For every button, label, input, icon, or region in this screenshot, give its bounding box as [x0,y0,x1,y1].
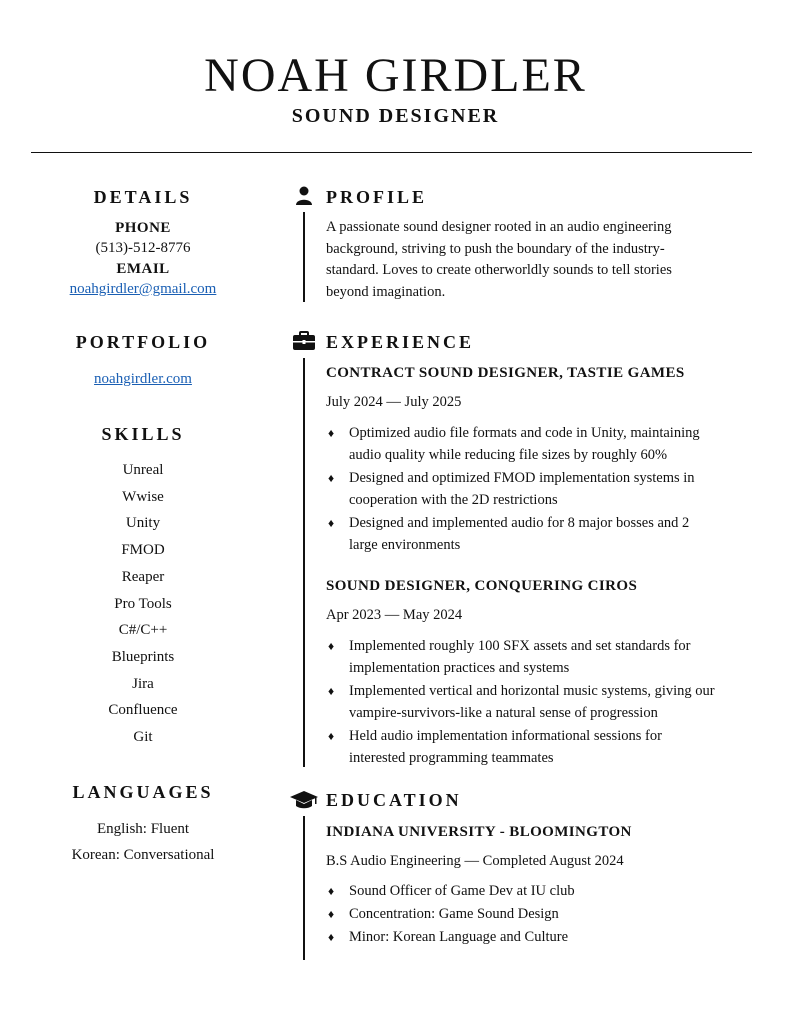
briefcase-icon [289,330,319,352]
bullet-line: Concentration: Game Sound Design [349,906,559,922]
skill-item: Unity [125,515,161,532]
job-entry [326,363,746,557]
profile-line: background, striving to push the boundary of the industry- [326,240,665,257]
bullet-item [326,880,746,902]
skill-item: Unreal [122,462,164,478]
bullet-line: Sound Officer of Game Dev at IU club [349,883,575,899]
bullet-item [326,926,746,948]
profile-heading: PROFILE [326,187,428,207]
bullet-line: Designed and implemented audio for 8 major bosses and 2 [349,515,690,531]
bullet-item [326,903,746,925]
diamond-bullet-icon: ♦ [328,930,335,944]
bullet-item [326,725,746,769]
portfolio-link[interactable]: noahgirdler.com [94,371,192,387]
skill-item: Jira [132,675,154,692]
diamond-bullet-icon: ♦ [328,907,335,921]
phone-value: (513)-512-8776 [95,240,191,256]
profile-timeline-line [303,212,305,302]
experience-timeline-line [303,358,305,767]
languages-heading: LANGUAGES [72,782,214,802]
bullet-line: Optimized audio file formats and code in Unity, maintaining [349,425,700,441]
job-bullets [326,422,746,556]
diamond-bullet-icon: ♦ [328,471,335,485]
profile-line: standard. Loves to create otherworldly sounds to tell stories [326,262,672,278]
skill-item: Wwise [122,488,164,505]
job-title: SOUND DESIGNER, CONQUERING CIROS [326,578,638,594]
skill-item: Blueprints [111,648,175,665]
bullet-line: Held audio implementation informational sessions for [349,728,662,744]
profile-summary [326,217,746,303]
header-divider [31,152,752,153]
diamond-bullet-icon: ♦ [328,639,335,653]
person-icon [289,185,319,207]
education-timeline-line [303,816,305,960]
email-label: EMAIL [116,261,170,277]
bullet-item [326,512,746,556]
email-link[interactable]: noahgirdler@gmail.com [69,281,217,297]
job-dates: July 2024 — July 2025 [326,394,462,410]
bullet-item [326,635,746,679]
education-entry [326,822,746,949]
resume-name: NOAH GIRDLER [204,49,587,102]
profile-line: beyond imagination. [326,283,446,300]
bullet-line: large environments [349,537,461,553]
bullet-line: Implemented vertical and horizontal music systems, giving our [349,683,715,699]
profile-line: A passionate sound designer rooted in an audio engineering [326,219,672,235]
skill-item: C#/C++ [118,622,168,639]
diamond-bullet-icon: ♦ [328,884,335,898]
job-bullets [326,635,746,769]
skills-heading: SKILLS [101,424,185,444]
phone-label: PHONE [115,220,171,236]
bullet-line: Minor: Korean Language and Culture [349,929,569,945]
bullet-item [326,467,746,511]
language-item: Korean: Conversational [71,847,215,863]
diamond-bullet-icon: ♦ [328,729,335,743]
job-dates: Apr 2023 — May 2024 [326,607,463,623]
experience-heading: EXPERIENCE [326,332,475,352]
school-name: INDIANA UNIVERSITY - BLOOMINGTON [326,824,632,840]
bullet-line: Designed and optimized FMOD implementation systems in [349,470,695,486]
diamond-bullet-icon: ♦ [328,426,335,440]
portfolio-heading: PORTFOLIO [75,332,211,352]
degree-info: B.S Audio Engineering — Completed August 2024 [326,853,624,869]
diamond-bullet-icon: ♦ [328,516,335,530]
skill-item: Confluence [108,702,178,719]
bullet-line: audio quality while reducing file sizes by roughly 60% [349,447,668,463]
skill-item: FMOD [121,542,165,559]
bullet-item [326,422,746,466]
diamond-bullet-icon: ♦ [328,684,335,698]
job-entry [326,576,746,770]
graduation-cap-icon [289,789,319,811]
education-heading: EDUCATION [326,790,462,810]
bullet-line: Implemented roughly 100 SFX assets and set standards for [349,638,691,654]
bullet-line: cooperation with the 2D restrictions [349,492,558,508]
bullet-line: interested programming teammates [349,750,554,766]
skill-item: Reaper [121,568,165,585]
job-title: CONTRACT SOUND DESIGNER, TASTIE GAMES [326,365,685,381]
education-bullets [326,880,746,948]
bullet-line: implementation practices and systems [349,660,570,676]
details-heading: DETAILS [93,187,193,207]
skill-item: Git [133,729,153,746]
skill-item: Pro Tools [114,595,172,612]
language-item: English: Fluent [96,821,190,837]
bullet-line: vampire-survivors-like a natural sense of progression [349,705,658,721]
resume-title: SOUND DESIGNER [291,105,500,127]
skills-list [40,457,246,751]
bullet-item [326,680,746,724]
